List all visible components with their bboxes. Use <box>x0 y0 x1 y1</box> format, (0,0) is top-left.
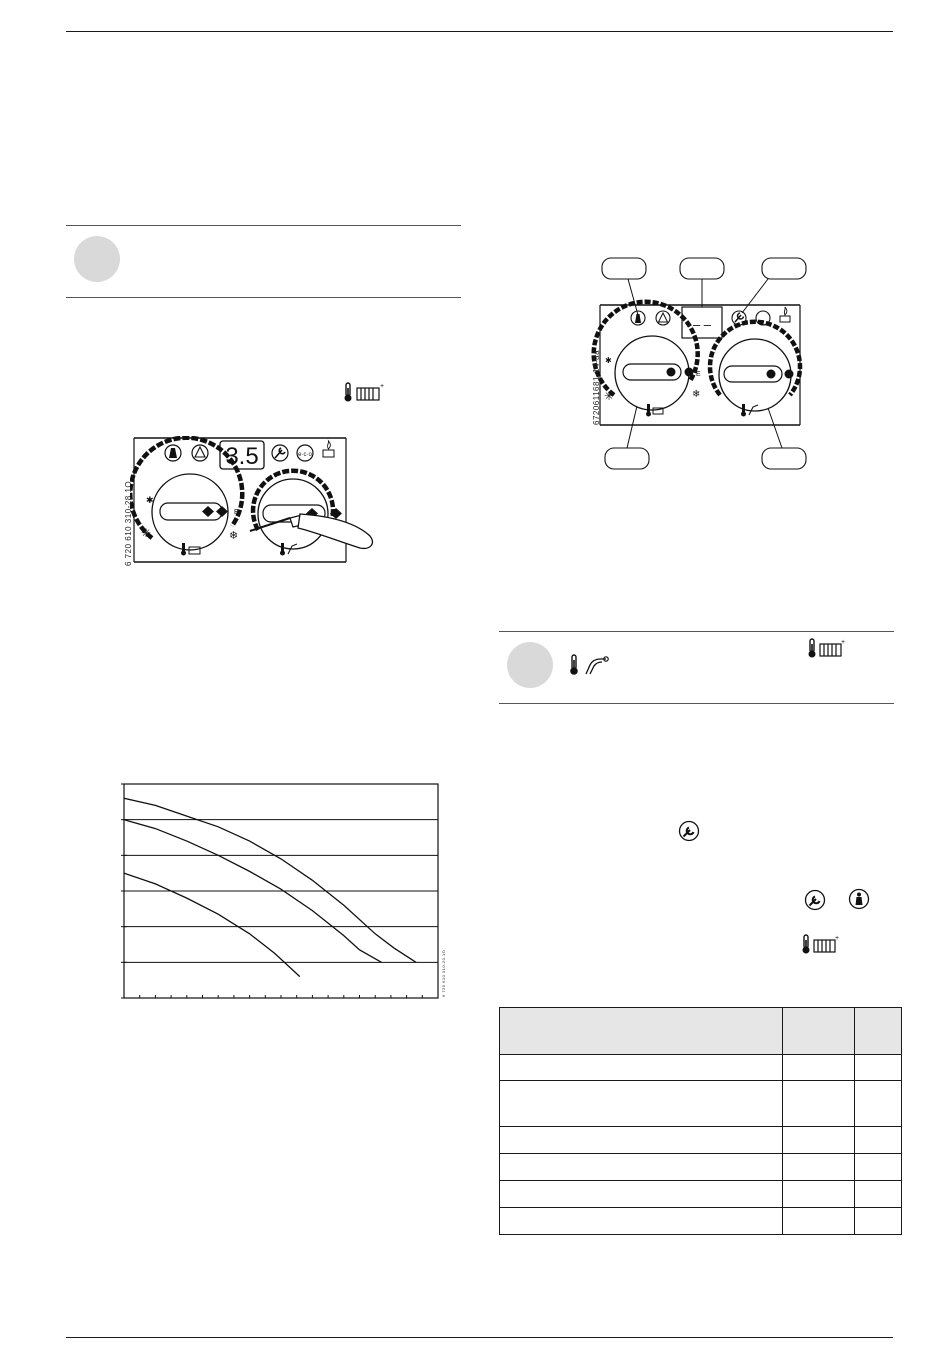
header-rule <box>66 31 893 32</box>
footer-rule <box>66 1337 893 1338</box>
table-cell <box>855 1055 902 1081</box>
svg-text:✳: ✳ <box>141 526 152 540</box>
svg-text:✳: ✳ <box>604 389 615 403</box>
info-note-2-top-rule <box>499 631 894 632</box>
chimney-sweep-icon <box>631 311 645 325</box>
table-cell <box>783 1055 855 1081</box>
table-header-cell <box>855 1008 902 1055</box>
warning-triangle-icon <box>192 445 208 461</box>
wrench-icon <box>804 889 826 911</box>
table-row <box>500 1055 902 1081</box>
svg-text:✱: ✱ <box>146 495 154 505</box>
table-row <box>500 1153 902 1180</box>
burner-icon <box>780 307 790 322</box>
series-line-3 <box>124 873 300 976</box>
eco-icon <box>297 445 313 461</box>
table-cell <box>855 1207 902 1234</box>
info-note-2-bottom-rule <box>499 703 894 704</box>
table-header-row <box>500 1008 902 1055</box>
warning-triangle-icon <box>656 311 670 325</box>
thermometer-radiator-icon <box>800 933 840 955</box>
table-cell <box>500 1153 783 1180</box>
callout-5 <box>762 448 806 469</box>
table-cell <box>783 1153 855 1180</box>
table-header-cell <box>500 1008 783 1055</box>
info-note-1-top-rule <box>66 225 461 226</box>
svg-text:+: + <box>841 639 846 646</box>
chimney-sweep-icon <box>848 888 870 910</box>
callout-2 <box>680 258 724 279</box>
thermometer-tap-icon <box>568 653 614 677</box>
table-header-cell <box>783 1008 855 1055</box>
chart-series <box>124 798 416 976</box>
svg-text:❄: ❄ <box>229 530 239 542</box>
burner-icon <box>323 441 334 457</box>
info-icon <box>507 642 553 688</box>
pump-curve-chart <box>112 778 450 1006</box>
info-icon <box>74 236 120 282</box>
table-cell <box>500 1081 783 1126</box>
svg-text:❄: ❄ <box>692 389 701 400</box>
boiler-panel-adjust-figure <box>130 436 380 570</box>
table-cell <box>855 1180 902 1207</box>
panel-display: 3.5 <box>225 443 259 470</box>
table-cell <box>855 1153 902 1180</box>
callout-4 <box>605 448 649 469</box>
figure-code-2: 6 720 610 310-20.1O <box>441 949 446 997</box>
figure-code-3: 6720611681-14-aa <box>592 349 601 425</box>
table-cell <box>783 1081 855 1126</box>
table-cell <box>783 1207 855 1234</box>
table-row <box>500 1180 902 1207</box>
svg-text:+: + <box>380 383 384 390</box>
thermometer-radiator-icon <box>342 381 384 403</box>
series-line-1 <box>124 798 416 962</box>
settings-table <box>499 1007 902 1235</box>
controls-panel-figure <box>590 255 814 477</box>
table-cell <box>500 1055 783 1081</box>
table-row <box>500 1126 902 1153</box>
table-row <box>500 1207 902 1234</box>
wrench-icon <box>678 820 700 842</box>
figure-code-1: 6 720 610 310-28.1O <box>124 480 133 566</box>
svg-text:✱: ✱ <box>605 356 612 365</box>
table-cell <box>783 1180 855 1207</box>
table-cell <box>855 1126 902 1153</box>
table-row <box>500 1081 902 1126</box>
wrench-icon <box>272 445 288 461</box>
panel-display: – – <box>692 317 712 332</box>
panel-label-e: E <box>234 509 239 516</box>
thermometer-radiator-icon <box>806 637 846 659</box>
chimney-sweep-icon <box>165 445 181 461</box>
table-cell <box>855 1081 902 1126</box>
callout-1 <box>602 258 646 279</box>
callout-3 <box>762 258 806 279</box>
svg-text:+: + <box>835 935 840 942</box>
table-cell <box>500 1207 783 1234</box>
table-cell <box>500 1180 783 1207</box>
svg-text:e·c·o: e·c·o <box>298 452 312 458</box>
info-note-1-bottom-rule <box>66 297 461 298</box>
table-cell <box>500 1126 783 1153</box>
table-cell <box>783 1126 855 1153</box>
panel-label-e: E <box>696 371 701 378</box>
